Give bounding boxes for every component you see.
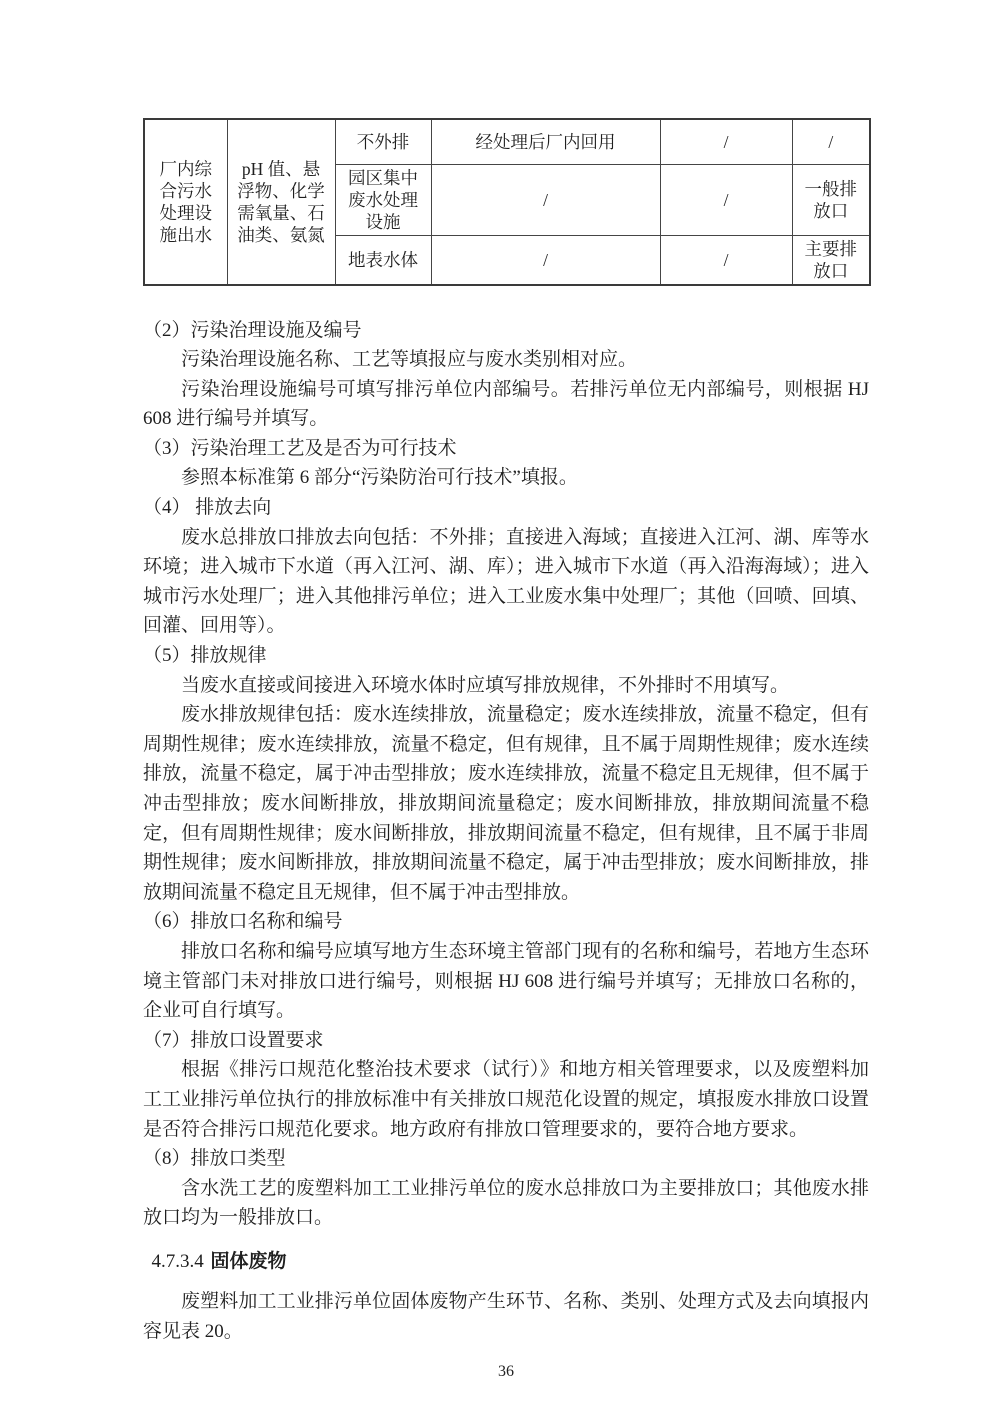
paragraph: 废水总排放口排放去向包括：不外排；直接进入海域；直接进入江河、湖、库等水环境；进入城市下水道（再入江河、湖、库）；进入城市下水道（再入沿海海域）；进入城市污水处理厂；进入其他排污单位；进入工业废水集中处理厂；其他（回喷、回填、回灌、回用等）。 bbox=[143, 526, 869, 637]
section-heading bbox=[143, 1247, 869, 1277]
cell-discharge-destination: 不外排 bbox=[335, 119, 431, 164]
body-text bbox=[143, 316, 869, 1347]
paragraph: 污染治理设施编号可填写排污单位内部编号。若排污单位无内部编号，则根据 HJ 608 进行编号并填写。 bbox=[143, 378, 869, 430]
list-item-7: （7）排放口设置要求 bbox=[143, 1029, 324, 1051]
paragraph: 污染治理设施名称、工艺等填报应与废水类别相对应。 bbox=[181, 349, 638, 371]
cell-value: / bbox=[660, 235, 792, 285]
list-item-5: （5）排放规律 bbox=[143, 645, 267, 667]
paragraph: 废塑料加工工业排污单位固体废物产生环节、名称、类别、处理方式及去向填报内容见表 20。 bbox=[143, 1290, 869, 1342]
cell-wastewater-source: 厂内综合污水处理设施出水 bbox=[144, 119, 227, 285]
cell-outlet-type: 主要排放口 bbox=[792, 235, 870, 285]
cell-value: / bbox=[431, 235, 660, 285]
paragraph: 含水洗工艺的废塑料加工工业排污单位的废水总排放口为主要排放口；其他废水排放口均为一般排放口。 bbox=[143, 1177, 869, 1229]
paragraph: 废水排放规律包括：废水连续排放，流量稳定；废水连续排放，流量不稳定，但有周期性规律；废水连续排放，流量不稳定，但有规律，且不属于周期性规律；废水连续排放，流量不稳定，属于冲击型排放；废水连续排放，流量不稳定且无规律，但不属于冲击型排放；废水间断排放，排放期间流量稳定；废水间断排放，排放期间流量不稳定，但有周期性规律；废水间断排放，排放期间流量不稳定，但有规律，且不属于非周期性规律；废水间断排放，排放期间流量不稳定，属于冲击型排放；废水间断排放，排放期间流量不稳定且无规律，但不属于冲击型排放。 bbox=[143, 704, 869, 903]
list-item-6: （6）排放口名称和编号 bbox=[143, 911, 343, 933]
paragraph: 参照本标准第 6 部分“污染防治可行技术”填报。 bbox=[181, 467, 578, 489]
cell-discharge-destination: 园区集中废水处理设施 bbox=[335, 164, 431, 235]
table-row bbox=[144, 119, 870, 164]
wastewater-outlet-table bbox=[143, 118, 871, 286]
page-number: 36 bbox=[498, 1363, 514, 1381]
section-number: 4.7.3.4 bbox=[151, 1250, 204, 1272]
list-item-4: （4） 排放去向 bbox=[143, 497, 272, 519]
page-content bbox=[143, 118, 869, 1382]
section-title: 固体废物 bbox=[210, 1250, 287, 1272]
cell-value: / bbox=[431, 164, 660, 235]
list-item-2: （2）污染治理设施及编号 bbox=[143, 319, 362, 341]
paragraph: 排放口名称和编号应填写地方生态环境主管部门现有的名称和编号，若地方生态环境主管部门未对排放口进行编号，则根据 HJ 608 进行编号并填写；无排放口名称的，企业可自行填写。 bbox=[143, 940, 869, 1022]
cell-treatment-note: 经处理后厂内回用 bbox=[431, 119, 660, 164]
paragraph: 当废水直接或间接进入环境水体时应填写排放规律，不外排时不用填写。 bbox=[181, 674, 790, 696]
cell-outlet-type: / bbox=[792, 119, 870, 164]
cell-value: / bbox=[660, 119, 792, 164]
cell-discharge-destination: 地表水体 bbox=[335, 235, 431, 285]
list-item-3: （3）污染治理工艺及是否为可行技术 bbox=[143, 437, 457, 459]
cell-value: / bbox=[660, 164, 792, 235]
cell-pollutant-types: pH 值、悬浮物、化学需氧量、石油类、氨氮 bbox=[227, 119, 335, 285]
list-item-8: （8）排放口类型 bbox=[143, 1148, 286, 1170]
paragraph: 根据《排污口规范化整治技术要求（试行）》和地方相关管理要求，以及废塑料加工工业排污单位执行的排放标准中有关排放口规范化设置的规定，填报废水排放口设置是否符合排污口规范化要求。地方政府有排放口管理要求的，要符合地方要求。 bbox=[143, 1059, 869, 1140]
cell-outlet-type: 一般排放口 bbox=[792, 164, 870, 235]
